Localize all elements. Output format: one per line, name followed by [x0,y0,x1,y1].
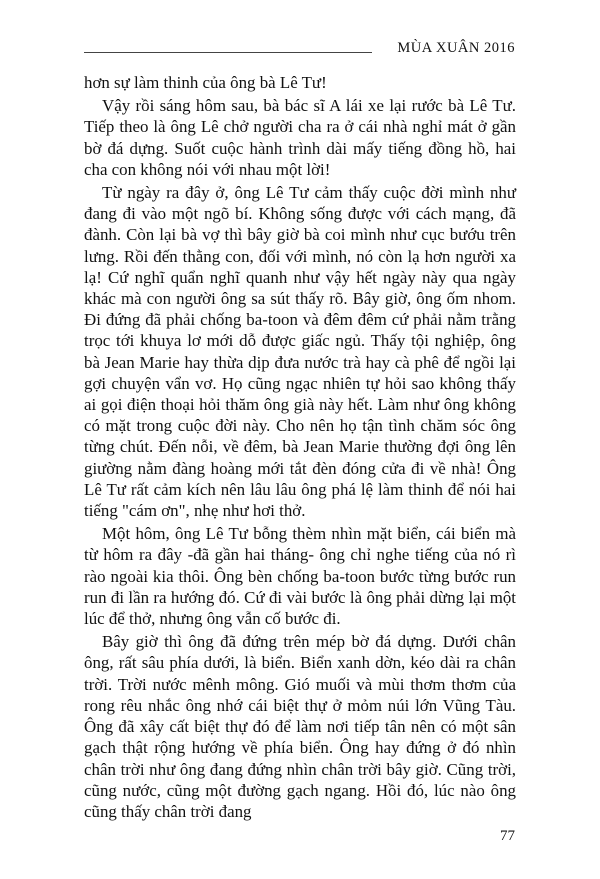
paragraph: Từ ngày ra đây ở, ông Lê Tư cảm thấy cuộc đời mình như đang đi vào một ngõ bí. Không sống được với cách mạng, đã đành. Còn lại bà vợ thì bây giờ bà coi mình như cục bướu trên lưng. Rồi đến thằng con, đối với mình, nó còn lạ hơn người xa lạ! Cứ nghĩ quẩn nghĩ quanh như vậy hết ngày này qua ngày khác mà con người ông sa sút thấy rõ. Bây giờ, ông ốm nhom. Đi đứng đã phải chống ba-toon và đêm đêm cứ phải nằm trằng trọc tới khuya lơ mới dỗ được giấc ngủ. Thấy tội nghiệp, ông bà Jean Marie hay thừa dịp đưa nước trà hay cà phê để ngồi lại gợi chuyện vẩn vơ. Họ cũng ngạc nhiên tự hỏi sao không thấy ai gọi điện thoại hỏi thăm ông già này hết. Làm như ông không có mặt trong cuộc đời này. Cho nên họ tận tình chăm sóc ông từng chút. Đến nỗi, về đêm, bà Jean Marie thường đợi ông lên giường nằm đàng hoàng mới tắt đèn đóng cửa đi về nhà! Ông Lê Tư rất cảm kích nên lâu lâu ông phá lệ làm thinh để nói hai tiếng "cám ơn", nhẹ như hơi thở. [84,183,516,521]
body-text [84,72,516,822]
paragraph: Vậy rồi sáng hôm sau, bà bác sĩ A lái xe lại rước bà Lê Tư. Tiếp theo là ông Lê chở người cha ra ở cái nhà nghỉ mát ở gần bờ đá dựng. Suốt cuộc hành trình dài mấy tiếng đồng hồ, hai cha con không nói với nhau một lời! [84,96,516,179]
paragraph: Bây giờ thì ông đã đứng trên mép bờ đá dựng. Dưới chân ông, rất sâu phía dưới, là biển. Biển xanh dờn, kéo dài ra chân trời. Trời nước mênh mông. Gió muối và mùi thơm thơm của rong rêu nhắc ông nhớ cái biệt thự ở mỏm núi lớn Vũng Tàu. Ông đã xây cất biệt thự đó để làm nơi tiếp tân nên có một sân gạch thật rộng hướng về phía biển. Ông hay đứng ở đó nhìn chân trời như ông đang đứng nhìn chân trời bây giờ. Cũng trời, cũng nước, cũng một đường gạch ngang. Hồi đó, lúc nào ông cũng thấy chân trời đang [84,632,516,821]
paragraph-continuation: hơn sự làm thinh của ông bà Lê Tư! [84,73,327,92]
header-rule [84,52,372,53]
running-head: MÙA XUÂN 2016 [397,40,515,56]
page-number: 77 [500,828,515,844]
paragraph: Một hôm, ông Lê Tư bỗng thèm nhìn mặt biển, cái biển mà từ hôm ra đây -đã gần hai tháng- ông chỉ nghe tiếng của nó rì rào ngoài kia thôi. Ông bèn chống ba-toon bước từng bước run run đi lần ra hướng đó. Cứ đi vài bước là ông phải dừng lại một lúc để thở, nhưng ông vẫn cố bước đi. [84,524,516,629]
